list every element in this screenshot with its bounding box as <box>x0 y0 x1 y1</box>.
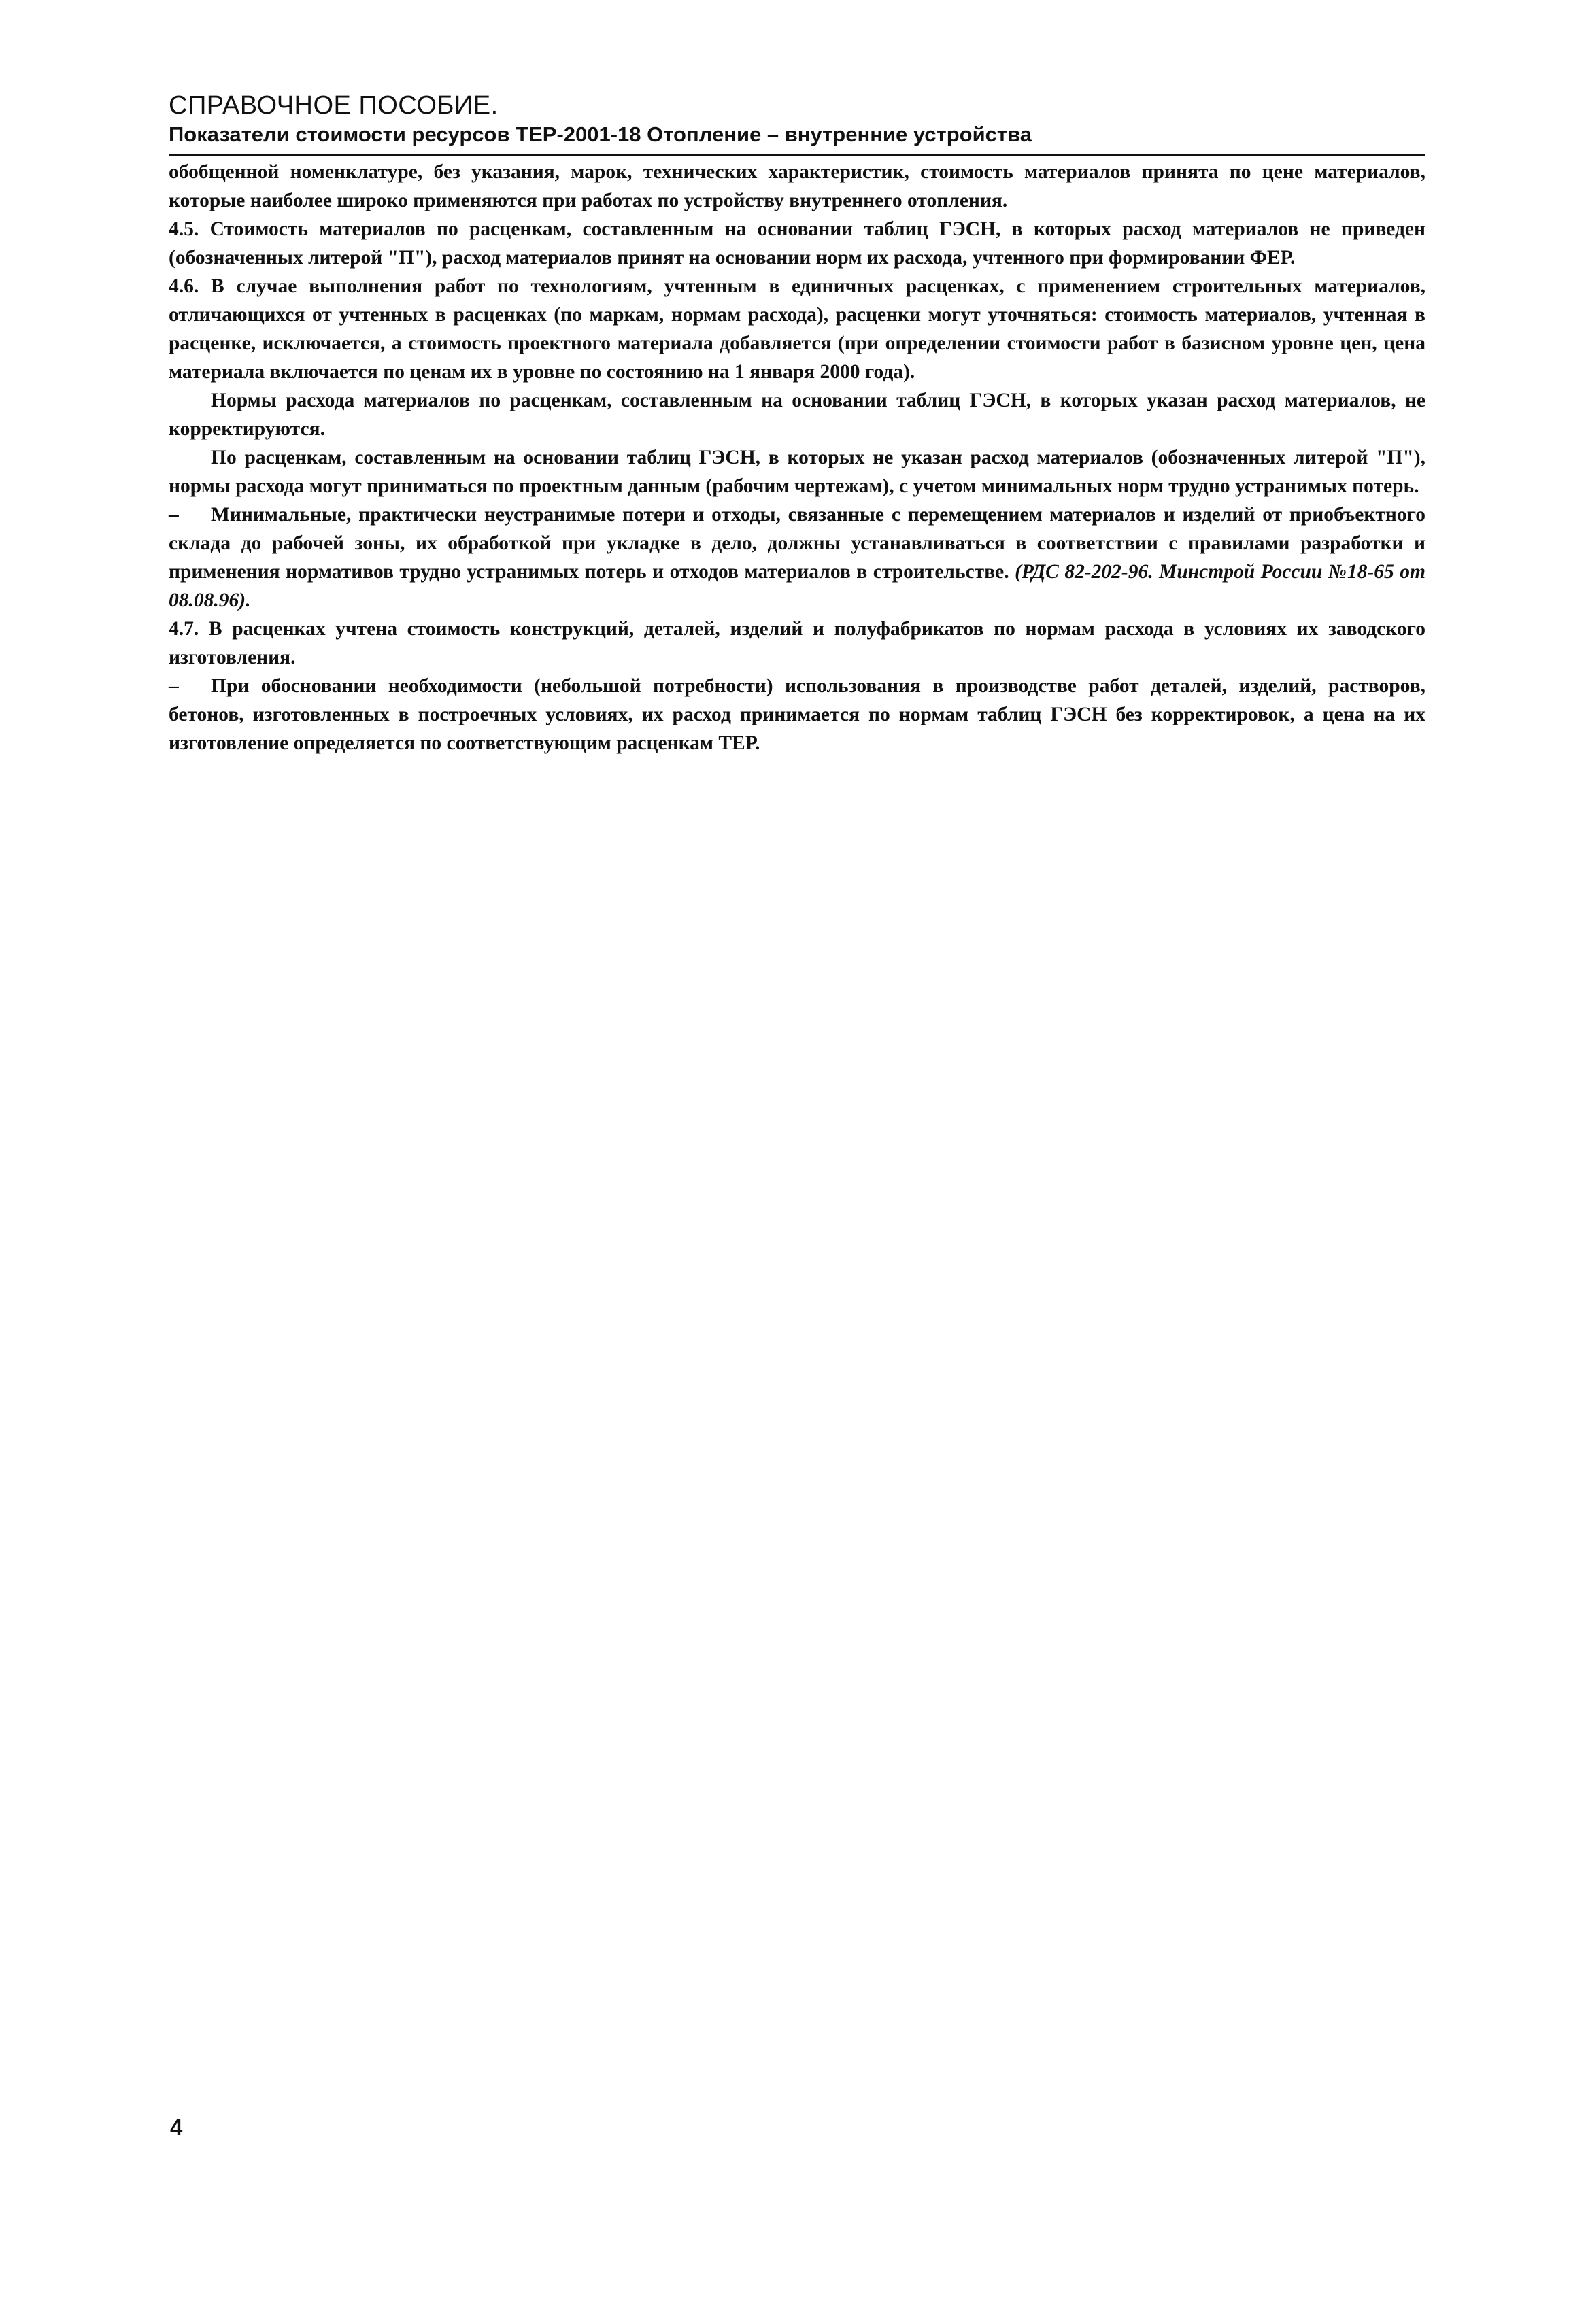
section-4-5 <box>169 215 1425 272</box>
dash-bullet: – <box>169 504 179 526</box>
document-body <box>169 158 1425 757</box>
page-number: 4 <box>170 2115 183 2140</box>
section-4-6 <box>169 272 1425 386</box>
page-header <box>169 90 1427 148</box>
header-subtitle: Показатели стоимости ресурсов ТЕР-2001-18 Отопление – внутренние устройства <box>169 122 1032 146</box>
paragraph-continuation: обобщенной номенклатуре, без указания, марок, технических характеристик, стоимость материалов принята по цене материалов, которые наиболее широко применяются при работах по устройству внутреннего отопления. <box>169 161 1425 211</box>
section-text: В случае выполнения работ по технологиям, учтенным в единичных расценках, с применением строительных материалов, отличающихся от учтенных в расценках (по маркам, нормам расхода), расценки могут уточняться: стоимость материалов, учтенная в расценке, исключается, а стоимость проектного материала добавляется (при определении стоимости работ в базисном уровне цен, цена материала включается по ценам их в уровне по состоянию на 1 января 2000 года). <box>169 275 1426 383</box>
list-item-losses <box>169 500 1425 615</box>
header-title: СПРАВОЧНОЕ ПОСОБИЕ. <box>169 91 499 120</box>
list-item-onsite <box>169 672 1425 757</box>
list-item-text: Минимальные, практически неустранимые потери и отходы, связанные с перемещением материалов и изделий от приобъектного склада до рабочей зоны, их обработкой при укладке в дело, должны устанавливаться в соответствии с правилами разработки и применения нормативов трудно устранимых потерь и отходов материалов в строительстве. <box>169 504 1425 583</box>
section-number: 4.6. <box>169 275 199 297</box>
regulation-reference: (РДС 82-202-96. Минстрой России №18-65 от 08.08.96). <box>169 561 1425 611</box>
section-text: В расценках учтена стоимость конструкций, деталей, изделий и полуфабрикатов по нормам расхода в условиях их заводского изготовления. <box>169 618 1426 668</box>
paragraph-project-data: По расценкам, составленным на основании таблиц ГЭСН, в которых не указан расход материалов (обозначенных литерой "П"), нормы расхода могут приниматься по проектным данным (рабочим чертежам), с учетом минимальных норм трудно устранимых потерь. <box>169 447 1425 497</box>
section-number: 4.7. <box>169 618 199 640</box>
section-text: Стоимость материалов по расценкам, составленным на основании таблиц ГЭСН, в которых расход материалов не приведен (обозначенных литерой "П"), расход материалов принят на основании норм их расхода, учтенного при формировании ФЕР. <box>169 218 1426 269</box>
section-4-7 <box>169 615 1425 672</box>
dash-bullet: – <box>169 675 179 697</box>
header-divider <box>169 154 1425 156</box>
section-number: 4.5. <box>169 218 199 240</box>
paragraph-norms: Нормы расхода материалов по расценкам, составленным на основании таблиц ГЭСН, в которых указан расход материалов, не корректируются. <box>169 390 1425 440</box>
list-item-text: При обосновании необходимости (небольшой потребности) использования в производстве работ деталей, изделий, растворов, бетонов, изготовленных в построечных условиях, их расход принимается по нормам таблиц ГЭСН без корректировок, а цена на их изготовление определяется по соответствующим расценкам ТЕР. <box>169 675 1425 754</box>
